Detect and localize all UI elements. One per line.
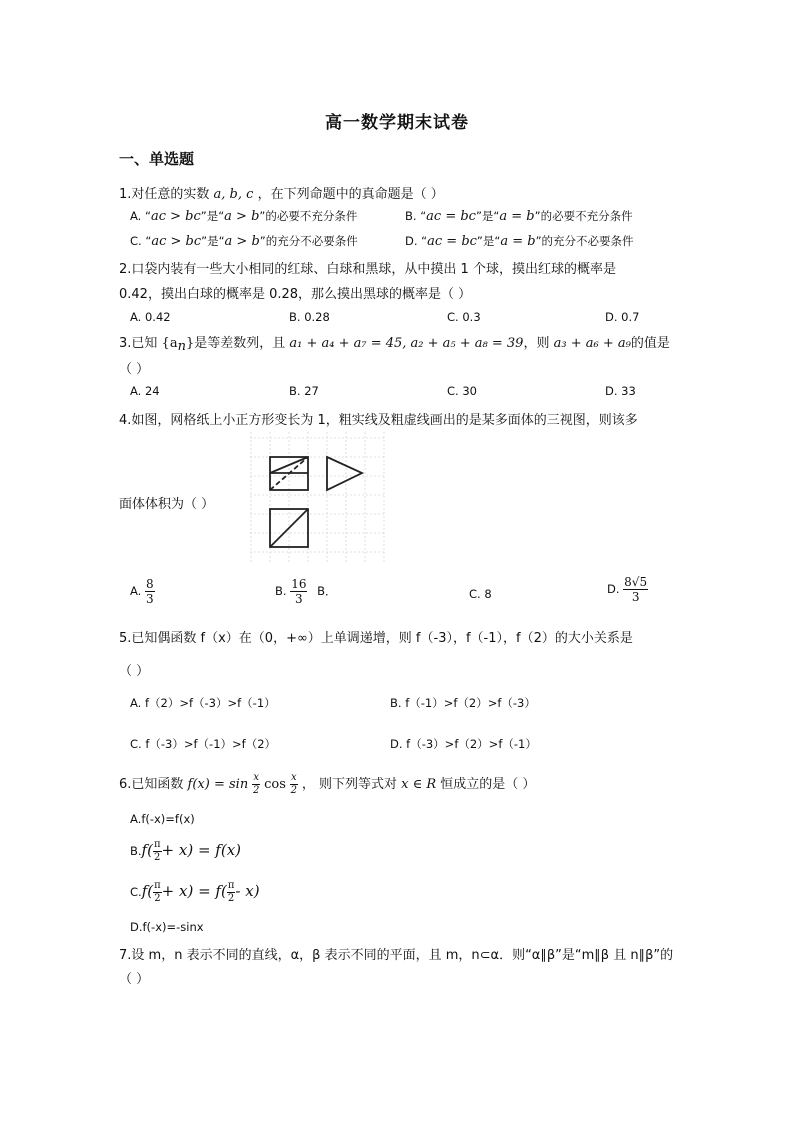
q1-option-d[interactable]: D. “ac = bc”是“a = b”的充分不必要条件 — [405, 234, 634, 249]
section-heading: 一、单选题 — [119, 150, 195, 168]
q1-stem-prefix: 1.对任意的实数 — [119, 187, 210, 202]
q3-option-a[interactable]: A. 24 — [130, 384, 160, 398]
q5-option-d[interactable]: D. f（-3）>f（2）>f（-1） — [390, 737, 537, 751]
q3-option-d[interactable]: D. 33 — [605, 384, 636, 398]
question-7-line-1: 7.设 m，n 表示不同的直线，α，β 表示不同的平面，且 m，n⊂α．则“α∥β”是“m∥β 且 n∥β”的 — [119, 948, 674, 963]
question-4-line-1: 4.如图，网格纸上小正方形变长为 1，粗实线及粗虚线画出的是某多面体的三视图，则该多 — [119, 413, 638, 428]
question-2-line-2: 0.42，摸出白球的概率是 0.28，那么摸出黑球的概率是（ ） — [119, 287, 472, 302]
q1-option-b[interactable]: B. “ac = bc”是“a = b”的必要不充分条件 — [405, 209, 633, 224]
question-1-stem — [119, 183, 444, 202]
q6-option-b[interactable]: B.f( $\frac{\pi}{2}$ + x) = f(x) — [130, 839, 241, 863]
q2-option-b[interactable]: B. 0.28 — [289, 310, 330, 324]
side-view — [327, 457, 362, 490]
q2-option-c[interactable]: C. 0.3 — [447, 310, 481, 324]
q3-option-b[interactable]: B. 27 — [289, 384, 319, 398]
q3-target: a₃ + a₆ + a₉ — [553, 336, 631, 351]
q6-option-d[interactable]: D.f(-x)=-sinx — [130, 920, 204, 934]
page-title: 高一数学期末试卷 — [325, 113, 469, 133]
q5-option-c[interactable]: C. f（-3）>f（-1）>f（2） — [130, 737, 277, 751]
q1-option-c[interactable]: C. “ac > bc”是“a > b”的充分不必要条件 — [130, 234, 358, 249]
q3-condition: a₁ + a₄ + a₇ = 45, a₂ + a₅ + a₈ = 39 — [289, 336, 524, 351]
q3-sequence: $\{a_n\}$ — [161, 336, 195, 354]
three-view-diagram — [250, 432, 386, 564]
q5-option-b[interactable]: B. f（-1）>f（2）>f（-3） — [390, 696, 536, 710]
question-2-line-1: 2.口袋内装有一些大小相同的红球、白球和黑球，从中摸出 1 个球，摸出红球的概率是 — [119, 262, 616, 277]
q6-option-a[interactable]: A.f(-x)=f(x) — [130, 812, 195, 826]
question-6-stem: 6.已知函数 f(x) = sin $\frac{x}{2}$ cos $\frac{x}{2}$ ， 则下列等式对 x ∈ R 恒成立的是（ ） — [119, 772, 536, 796]
q2-option-d[interactable]: D. 0.7 — [605, 310, 640, 324]
q4-option-c[interactable]: C. 8 — [469, 587, 492, 601]
q2-option-a[interactable]: A. 0.42 — [130, 310, 171, 324]
question-3-paren: （ ） — [119, 362, 150, 377]
question-7-line-2: （ ） — [119, 972, 150, 987]
question-5-line-2: （ ） — [119, 664, 150, 679]
q3-option-c[interactable]: C. 30 — [447, 384, 477, 398]
question-3-stem: 3.已知 $\{a_n\}$是等差数列，且 a₁ + a₄ + a₇ = 45, a₂ + a₅ + a₈ = 39，则 a₃ + a₆ + a₉的值是 — [119, 336, 670, 354]
question-4-line-2: 面体体积为（ ） — [119, 497, 215, 512]
q4-option-d[interactable]: D. $\frac{8√5}{3}$ — [607, 575, 648, 604]
q6-option-c[interactable]: C.f( $\frac{\pi}{2}$ + x) = f( $\frac{\pi}{2}$ - x) — [130, 880, 260, 904]
q1-option-a[interactable]: A. “ac > bc”是“a > b”的必要不充分条件 — [130, 209, 358, 224]
question-5-line-1: 5.已知偶函数 f（x）在（0，+∞）上单调递增，则 f（-3），f（-1），f（2）的大小关系是 — [119, 631, 633, 646]
q4-option-b[interactable]: B. $\frac{16}{3}$ B． — [275, 577, 337, 606]
q5-option-a[interactable]: A. f（2）>f（-3）>f（-1） — [130, 696, 276, 710]
q1-stem-suffix: ，在下列命题中的真命题是（ ） — [257, 187, 444, 202]
q1-stem-vars: a, b, c — [213, 187, 254, 202]
q4-option-a[interactable]: A. $\frac{8}{3}$ — [130, 577, 154, 606]
